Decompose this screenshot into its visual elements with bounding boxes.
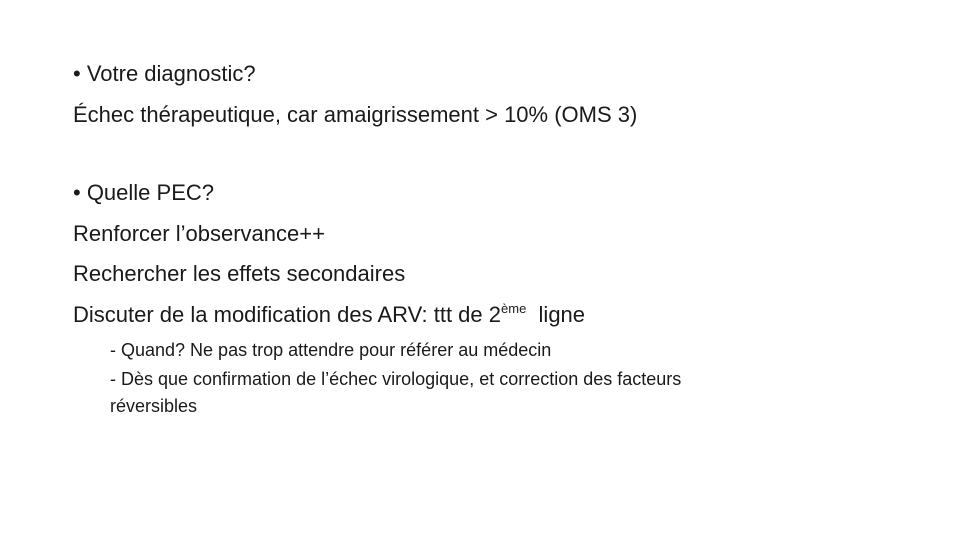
subpoint-quand: - Quand? Ne pas trop attendre pour référer au médecin [110, 340, 552, 360]
question-pec: • Quelle PEC? [73, 180, 214, 205]
answer-effets-secondaires: Rechercher les effets secondaires [73, 261, 406, 286]
question-diagnostic: • Votre diagnostic? [73, 61, 256, 86]
discuss-suffix: ligne [526, 302, 586, 327]
answer-modification-arv [73, 301, 585, 329]
answer-diagnostic: Échec thérapeutique, car amaigrissement > 10% (OMS 3) [73, 102, 638, 127]
subpoint-confirmation: - Dès que confirmation de l’échec virologique, et correction des facteurs [110, 369, 682, 389]
discuss-prefix: Discuter de la modification des ARV: ttt de 2 [73, 302, 502, 327]
subpoint-reversibles: réversibles [110, 396, 198, 416]
discuss-superscript: ème [501, 301, 527, 316]
answer-observance: Renforcer l’observance++ [73, 221, 325, 246]
